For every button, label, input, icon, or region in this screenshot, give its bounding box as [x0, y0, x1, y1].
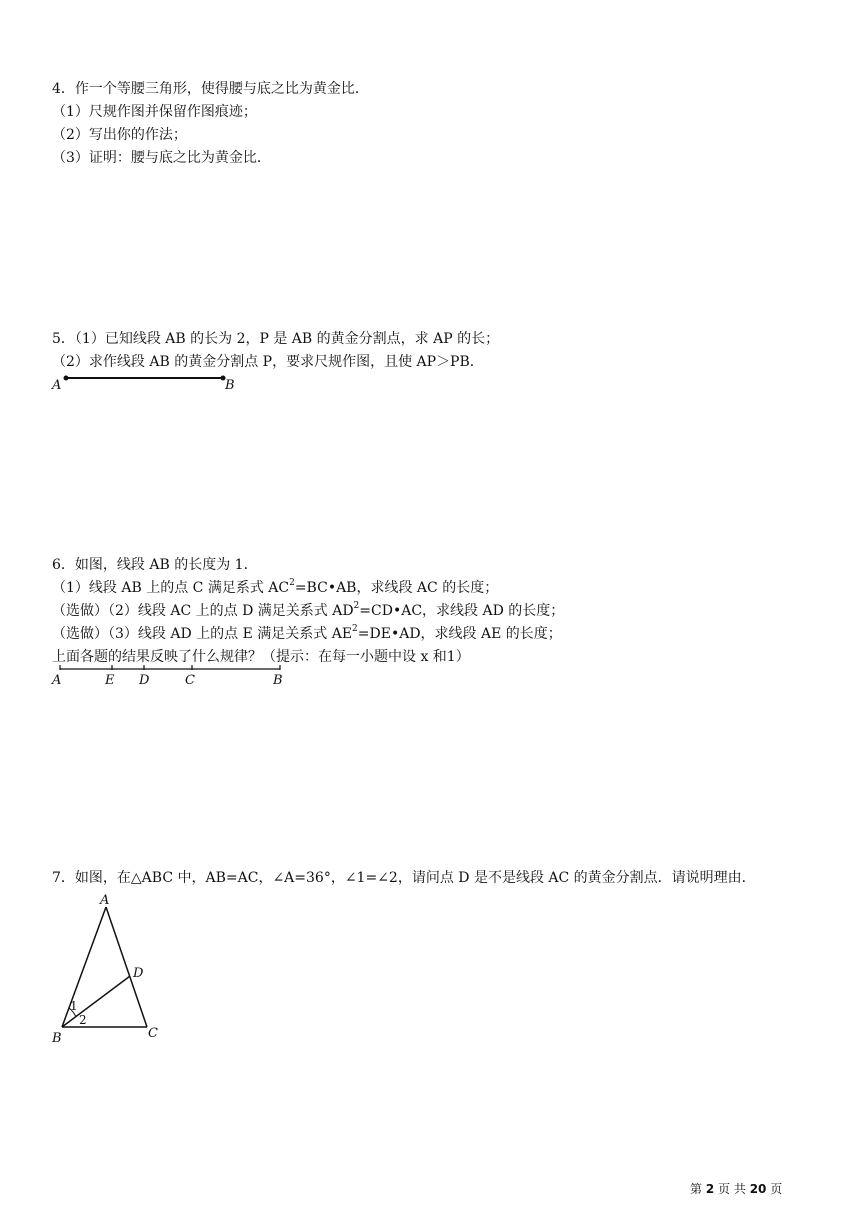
- total-page-count: 20: [749, 1182, 767, 1196]
- current-page-number: 2: [705, 1182, 715, 1196]
- q4-part1: （1）尺规作图并保留作图痕迹；: [52, 104, 257, 120]
- label-c: C: [185, 673, 195, 688]
- q4-part3: （3）证明：腰与底之比为黄金比．: [52, 150, 271, 166]
- vertex-a-label: A: [100, 893, 110, 908]
- label-a: A: [52, 673, 62, 688]
- q6-part1: （1）线段 AB 上的点 C 满足系式 $AC^2=BC•AB$，求线段 AC 的长度；: [52, 578, 499, 596]
- q6-part3: （选做）（3）线段 AD 上的点 E 满足关系式 $AE^2=DE•AD$，求线段 AE 的长度；: [52, 624, 562, 642]
- angle-1-label: 1: [70, 999, 78, 1013]
- page-footer: [690, 1180, 782, 1197]
- q5-part1: 5．（1）已知线段 AB 的长为 2，P 是 AB 的黄金分割点，求 AP 的长；: [52, 331, 500, 347]
- vertex-c-label: C: [148, 1026, 158, 1041]
- endpoint-a-dot: [64, 376, 69, 381]
- label-b: B: [273, 673, 283, 688]
- q4-part2: （2）写出你的作法；: [52, 127, 187, 143]
- q5-figure-segment-ab: [48, 370, 248, 396]
- footer-suffix: 页: [770, 1182, 783, 1196]
- q6-summary: 上面各题的结果反映了什么规律？（提示：在每一小题中设 x 和1）: [52, 649, 470, 665]
- side-ab: [62, 907, 106, 1027]
- footer-prefix: 第: [690, 1182, 703, 1196]
- label-e: E: [105, 673, 115, 688]
- q4-stem: 4．作一个等腰三角形，使得腰与底之比为黄金比．: [52, 81, 369, 97]
- q6-figure-segment-aecdb: [48, 664, 298, 690]
- q7-stem: 7．如图，在△ABC 中，AB=AC，∠A=36°，∠1=∠2，请问点 D 是不是线段 AC 的黄金分割点．请说明理由．: [52, 870, 756, 886]
- vertex-b-label: B: [52, 1031, 62, 1046]
- q6-part2: （选做）（2）线段 AC 上的点 D 满足关系式 $AD^2=CD•AC$，求线段 AD 的长度；: [52, 601, 565, 619]
- q7-figure-triangle-abc: [44, 890, 174, 1050]
- footer-middle: 页 共: [718, 1182, 746, 1196]
- angle-2-label: 2: [79, 1013, 87, 1027]
- label-b: B: [225, 378, 235, 393]
- point-d-label: D: [133, 966, 144, 981]
- q6-stem: 6．如图，线段 AB 的长度为 1．: [52, 557, 258, 573]
- label-a: A: [52, 378, 62, 393]
- label-d: D: [139, 673, 150, 688]
- q5-part2: （2）求作线段 AB 的黄金分割点 P，要求尺规作图，且使 AP＞PB．: [52, 354, 484, 370]
